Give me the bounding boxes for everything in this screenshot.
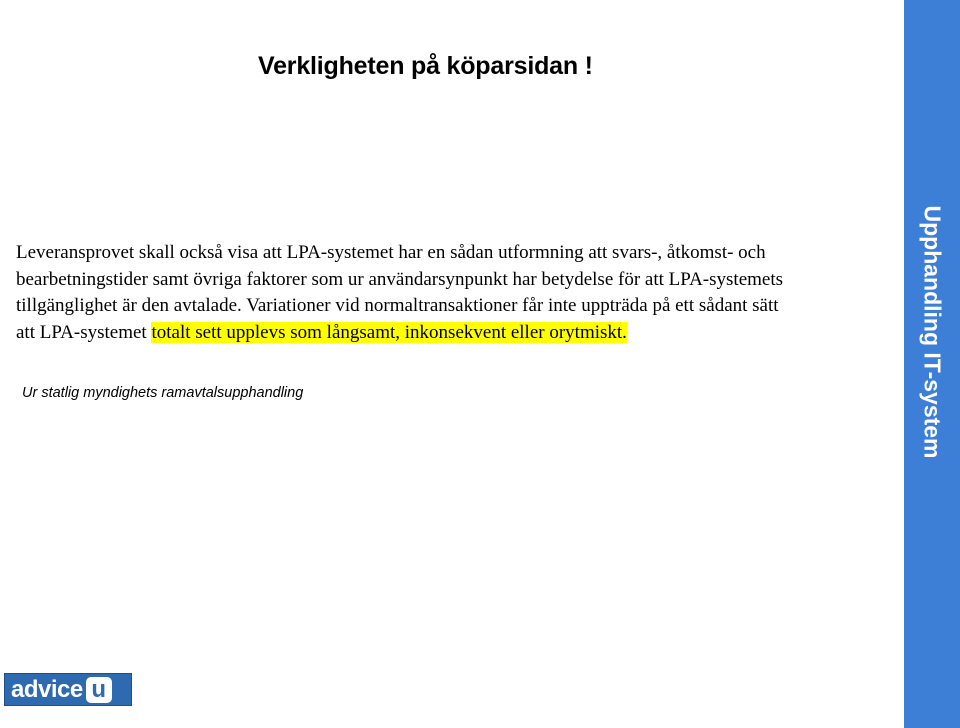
body-line-4-plain: att LPA-systemet	[16, 321, 152, 343]
highlighted-text: totalt sett upplevs som långsamt, inkonsekvent eller orytmiskt.	[151, 321, 627, 343]
slide-title: Verkligheten på köparsidan !	[258, 52, 593, 80]
source-citation: Ur statlig myndighets ramavtalsupphandling	[22, 385, 304, 401]
sidebar-banner	[904, 0, 960, 728]
logo-u-badge: u	[86, 677, 112, 703]
body-line-2: bearbetningstider samt övriga faktorer som ur användarsynpunkt har betydelse för att LPA-systemets	[16, 268, 784, 290]
logo-word: advice	[11, 675, 83, 703]
body-line-4	[16, 320, 904, 347]
body-line-3: tillgänglighet är den avtalade. Variationer vid normaltransaktioner får inte uppträda på ett sådant sätt	[16, 295, 779, 316]
body-paragraph	[16, 240, 904, 346]
advice-u-logo	[4, 673, 132, 706]
sidebar-label: Upphandling IT-system	[919, 205, 946, 459]
body-line-1: Leveransprovet skall också visa att LPA-systemet har en sådan utformning att svars-, åtkomst- och	[16, 242, 766, 263]
